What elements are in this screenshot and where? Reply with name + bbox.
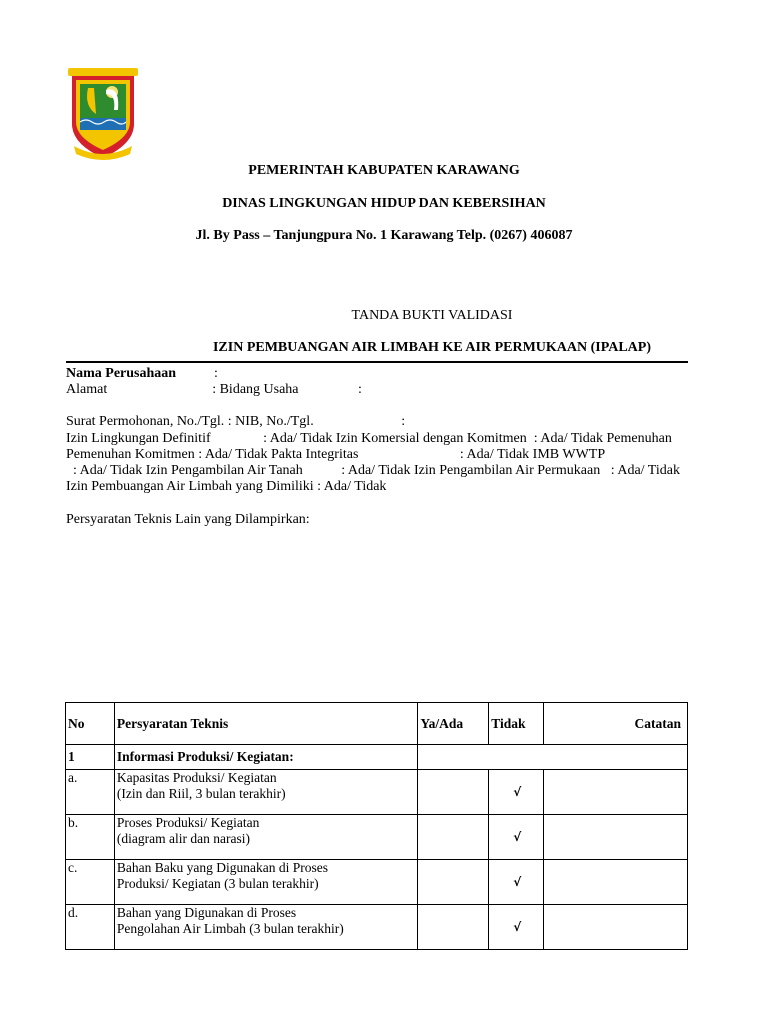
- field-izin-pembuangan: Izin Pembuangan Air Limbah yang Dimiliki : Ada/ Tidak: [66, 479, 387, 494]
- row-ya[interactable]: [418, 815, 489, 860]
- row-persyaratan: Proses Produksi/ Kegiatan (diagram alir dan narasi): [114, 815, 417, 860]
- table-row: [66, 770, 688, 815]
- row-catatan[interactable]: [544, 770, 688, 815]
- row-tidak-check[interactable]: √: [489, 770, 544, 815]
- document-subtitle: IZIN PEMBUANGAN AIR LIMBAH KE AIR PERMUKAAN (IPALAP): [212, 340, 652, 355]
- table-row: [66, 815, 688, 860]
- col-header-catatan: Catatan: [544, 703, 688, 745]
- row-ya[interactable]: [418, 770, 489, 815]
- header-government: PEMERINTAH KABUPATEN KARAWANG: [248, 163, 520, 178]
- row-no: c.: [66, 860, 115, 905]
- requirements-table: [65, 702, 688, 950]
- col-header-no: No: [66, 703, 115, 745]
- section-label: Informasi Produksi/ Kegiatan:: [114, 745, 417, 770]
- table-section-row: [66, 745, 688, 770]
- field-pemenuhan-komitmen: Pemenuhan Komitmen : Ada/ Tidak Pakta Integritas : Ada/ Tidak IMB WWTP: [66, 447, 606, 462]
- divider: [66, 361, 688, 363]
- document-title: TANDA BUKTI VALIDASI: [351, 308, 513, 323]
- row-no: a.: [66, 770, 115, 815]
- row-no: d.: [66, 905, 115, 950]
- row-ya[interactable]: [418, 860, 489, 905]
- header-address: Jl. By Pass – Tanjungpura No. 1 Karawang Telp. (0267) 406087: [195, 228, 573, 243]
- col-header-persyaratan: Persyaratan Teknis: [114, 703, 417, 745]
- row-catatan[interactable]: [544, 860, 688, 905]
- row-persyaratan: Bahan yang Digunakan di Proses Pengolahan Air Limbah (3 bulan terakhir): [114, 905, 417, 950]
- field-nama-perusahaan-colon: :: [214, 366, 218, 381]
- field-persyaratan-lain: Persyaratan Teknis Lain yang Dilampirkan:: [66, 512, 310, 527]
- section-no: 1: [66, 745, 115, 770]
- row-ya[interactable]: [418, 905, 489, 950]
- section-empty: [418, 745, 688, 770]
- header-department: DINAS LINGKUNGAN HIDUP DAN KEBERSIHAN: [222, 196, 546, 211]
- row-persyaratan: Bahan Baku yang Digunakan di Proses Produksi/ Kegiatan (3 bulan terakhir): [114, 860, 417, 905]
- col-header-ya: Ya/Ada: [418, 703, 489, 745]
- row-tidak-check[interactable]: √: [489, 905, 544, 950]
- field-surat-permohonan: Surat Permohonan, No./Tgl. : NIB, No./Tgl. :: [66, 414, 406, 429]
- table-row: [66, 860, 688, 905]
- field-izin-lingkungan: Izin Lingkungan Definitif : Ada/ Tidak Izin Komersial dengan Komitmen : Ada/ Tidak Pemenuhan: [66, 431, 672, 446]
- table-row: [66, 905, 688, 950]
- row-tidak-check[interactable]: √: [489, 815, 544, 860]
- row-persyaratan: Kapasitas Produksi/ Kegiatan (Izin dan Riil, 3 bulan terakhir): [114, 770, 417, 815]
- row-no: b.: [66, 815, 115, 860]
- field-alamat: Alamat : Bidang Usaha :: [66, 382, 362, 397]
- row-catatan[interactable]: [544, 815, 688, 860]
- row-tidak-check[interactable]: √: [489, 860, 544, 905]
- col-header-tidak: Tidak: [489, 703, 544, 745]
- table-header-row: [66, 703, 688, 745]
- field-nama-perusahaan-label: Nama Perusahaan: [66, 366, 177, 381]
- field-izin-air: : Ada/ Tidak Izin Pengambilan Air Tanah : Ada/ Tidak Izin Pengambilan Air Permukaan : Ada/ Tidak: [66, 463, 680, 478]
- row-catatan[interactable]: [544, 905, 688, 950]
